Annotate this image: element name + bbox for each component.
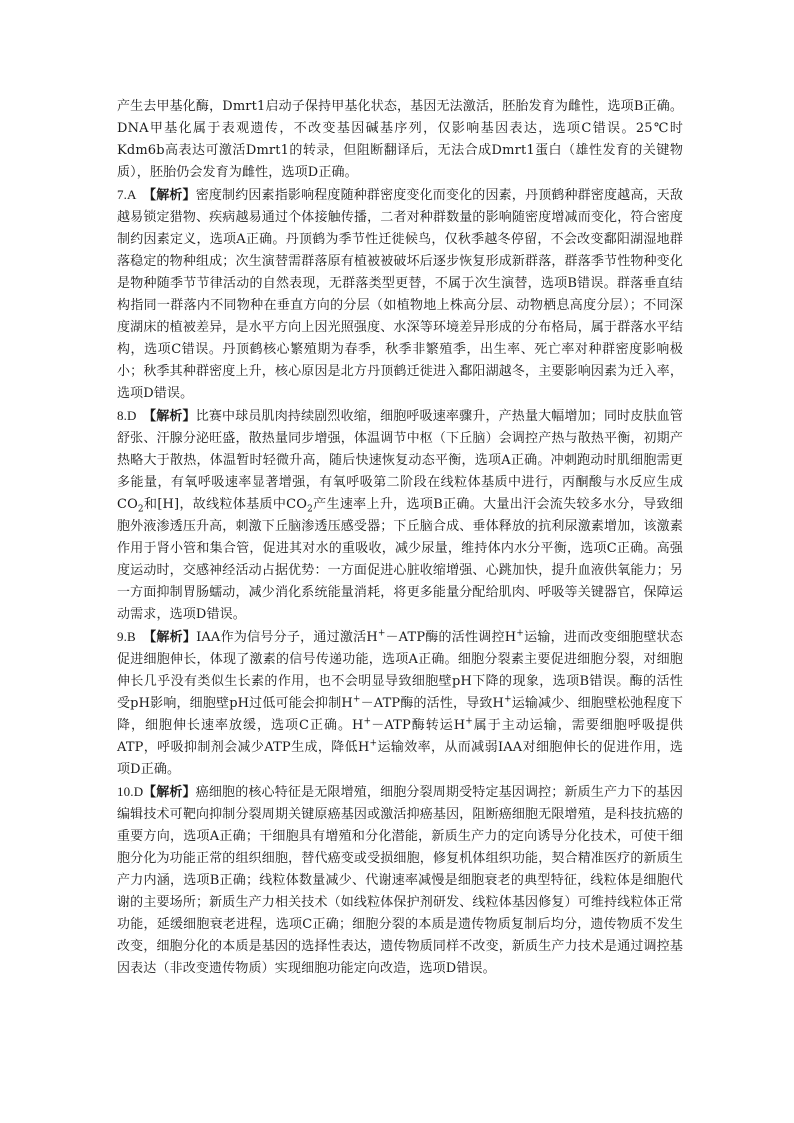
explanation-text: 癌细胞的核心特征是无限增殖，细胞分裂周期受特定基因调控；新质生产力下的基因编辑技术可靶向抑制分裂周期关键原癌基因或激活抑癌基因，阻断癌细胞无限增殖，是科技抗癌的重要方向，选项A正确；干细胞具有增殖和分化潜能，新质生产力的定向诱导分化技术，可使干细胞分化为功能正常的组织细胞，替代癌变或受损细胞，修复机体组织功能，契合精准医疗的新质生产力内涵，选项B正确；线粒体数量减少、代谢速率减慢是细胞衰老的典型特征，线粒体是细胞代谢的主要场所；新质生产力相关技术（如线粒体保护剂研发、线粒体基因修复）可维持线粒体正常功能，延缓细胞衰老进程，选项C正确；细胞分裂的本质是遗传物质复制后均分，遗传物质不发生改变，细胞分化的本质是基因的选择性表达，遗传物质同样不改变，新质生产力技术是通过调控基因表达（非改变遗传物质）实现细胞功能定向改造，选项D错误。 — [117, 785, 683, 976]
explanation-text: －ATP酶的活性调控H — [385, 630, 517, 645]
explanation-text: 运输效率，从而减弱IAA对细胞伸长的促进作用，选项D正确。 — [117, 740, 683, 777]
answer-explanation-page — [117, 96, 683, 980]
superscript: + — [465, 716, 473, 727]
explanation-text: －ATP酶的活性，导致H — [360, 696, 505, 711]
explanation-text: 运输，进而改变细胞壁状态促进细胞伸长，体现了激素的信号传递功能，选项A正确。细胞分裂素主要促进细胞分裂，对细胞伸长几乎没有类似生长素的作用，也不会明显导致细胞壁pH下降的现象，选项B错误。酶的活性受pH影响，细胞壁pH过低可能会抑制H — [117, 630, 683, 711]
superscript: + — [352, 694, 361, 705]
explanation-text: IAA作为信号分子，通过激活H — [196, 630, 378, 645]
question-number: 9.B — [117, 629, 136, 644]
analysis-tag: 【解析】 — [143, 409, 196, 424]
explanation-text: 比赛中球员肌肉持续剧烈收缩，细胞呼吸速率骤升，产热量大幅增加；同时皮肤血管舒张、汗腺分泌旺盛，散热量同步增强，体温调节中枢（下丘脑）会调控产热与散热平衡，初期产热略大于散热，体温暂时轻微升高，随后快速恢复动态平衡，选项A正确。冲刺跑动时肌细胞需更多能量，有氧呼吸速率显著增强，有氧呼吸第二阶段在线粒体基质中进行，丙酮酸与水反应生成CO — [117, 409, 683, 512]
subscript: 2 — [307, 504, 313, 515]
explanation-text: 属于主动运输，需要细胞呼吸提供ATP，呼吸抑制剂会减少ATP生成，降低H — [117, 718, 683, 755]
superscript: + — [363, 716, 372, 727]
explanation-text: 和[H]，故线粒体基质中CO — [143, 497, 308, 512]
explanation-text: －ATP酶转运H — [371, 718, 466, 733]
analysis-tag: 【解析】 — [143, 188, 196, 203]
question-8-explanation — [117, 405, 683, 626]
question-number: 10.D — [117, 784, 144, 799]
superscript: + — [369, 738, 378, 749]
explanation-text: 运输减少、细胞壁松弛程度下降，细胞伸长速率放缓，选项C正确。H — [117, 696, 683, 733]
question-9-explanation — [117, 626, 683, 781]
paragraph-continuation — [117, 96, 683, 184]
analysis-tag: 【解析】 — [143, 785, 196, 800]
subscript: 2 — [137, 504, 144, 515]
explanation-text: 密度制约因素指影响程度随种群密度变化而变化的因素，丹顶鹤种群密度越高，天敌越易锁定猎物、疾病越易通过个体接触传播，二者对种群数量的影响随密度增减而变化，符合密度制约因素定义，选项A正确。丹顶鹤为季节性迁徙候鸟，仅秋季越冬停留，不会改变鄱阳湖湿地群落稳定的物种组成；次生演替需群落原有植被被破坏后逐步恢复形成新群落，群落季节性物种变化是物种随季节节律活动的自然表现，无群落类型更替，不属于次生演替，选项B错误。群落垂直结构指同一群落内不同物种在垂直方向的分层（如植物地上株高分层、动物栖息高度分层）；不同深度湖床的植被差异，是水平方向上因光照强度、水深等环境差异形成的分布格局，属于群落水平结构，选项C错误。丹顶鹤核心繁殖期为春季，秋季非繁殖季，出生率、死亡率对种群密度影响极小；秋季其种群密度上升，核心原因是北方丹顶鹤迁徙进入鄱阳湖越冬，主要影响因素为迁入率，选项D错误。 — [117, 188, 683, 401]
question-number: 8.D — [117, 408, 137, 423]
continuation-text: 产生去甲基化酶，Dmrt1启动子保持甲基化状态，基因无法激活，胚胎发育为雌性，选项B正确。DNA甲基化属于表观遗传，不改变基因碱基序列，仅影响基因表达，选项C错误。25℃时Kdm6b高表达可激活Dmrt1的转录，但阻断翻译后，无法合成Dmrt1蛋白（雄性发育的关键物质），胚胎仍会发育为雌性，选项D正确。 — [117, 99, 683, 180]
superscript: + — [504, 694, 512, 705]
superscript: + — [516, 628, 524, 639]
analysis-tag: 【解析】 — [143, 630, 197, 645]
question-10-explanation — [117, 781, 683, 980]
superscript: + — [377, 628, 386, 639]
explanation-text: 产生速率上升，选项B正确。大量出汗会流失较多水分，导致细胞外液渗透压升高，刺激下丘脑渗透压感受器；下丘脑合成、垂体释放的抗利尿激素增加，该激素作用于肾小管和集合管，促进其对水的重吸收，减少尿量，维持体内水分平衡，选项C正确。高强度运动时，交感神经活动占据优势：一方面促进心脏收缩增强、心跳加快，提升血液供氧能力；另一方面抑制胃肠蠕动，减少消化系统能量消耗，将更多能量分配给肌肉、呼吸等关键器官，保障运动需求，选项D错误。 — [117, 497, 683, 622]
question-number: 7.A — [117, 187, 137, 202]
question-7-explanation — [117, 184, 683, 405]
